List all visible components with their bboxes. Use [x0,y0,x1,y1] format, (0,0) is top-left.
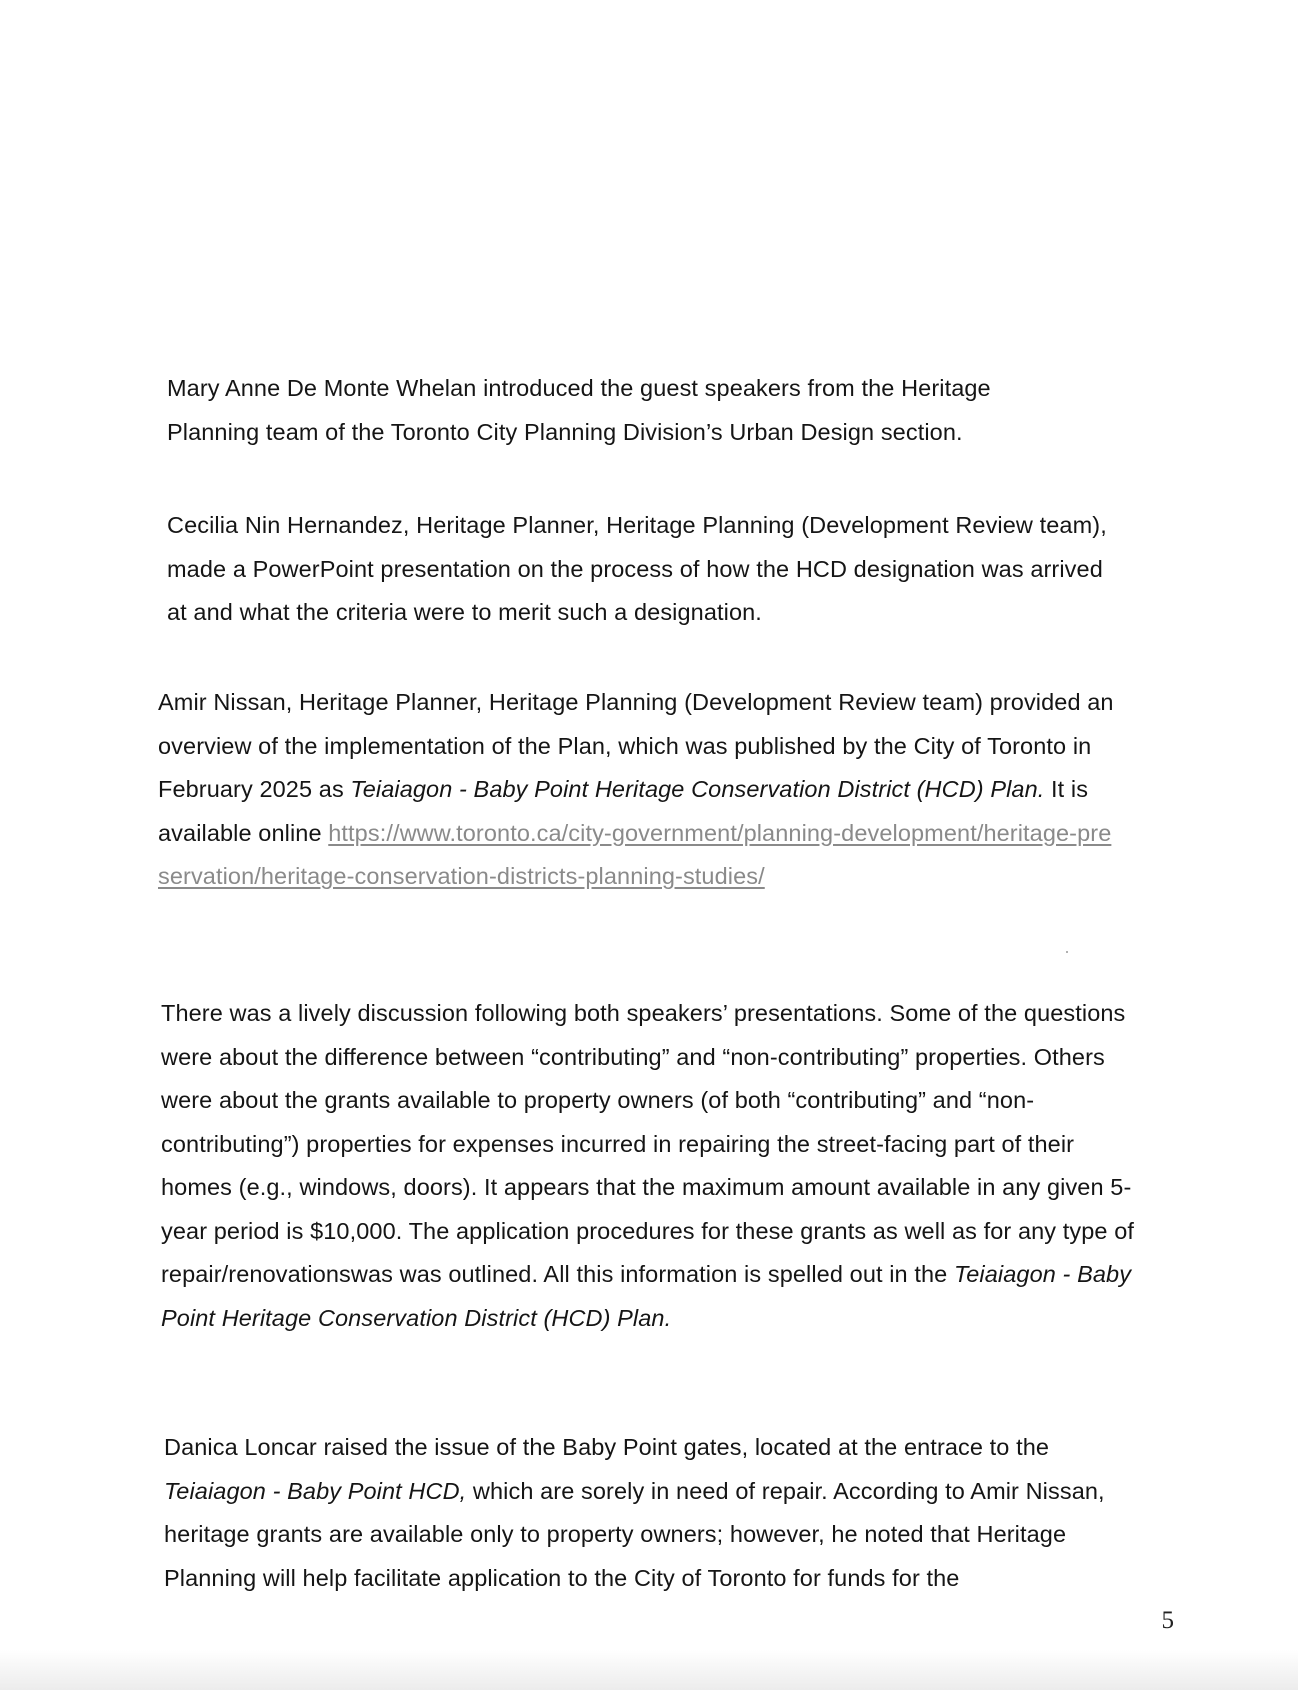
plan-title-italic: Teiaiagon - Baby Point Heritage Conservation District (HCD) Plan. [350,776,1045,802]
plan-link[interactable]: https://www.toronto.ca/city-government/planning-development/heritage-preservation/heritage-conservation-districts-planning-studies/ [158,819,1112,889]
paragraph-text-after: It is available online [158,776,1089,846]
paragraph-text: Amir Nissan, Heritage Planner, Heritage Planning (Development Review team) provided an overview of the implementation of the Plan, which was published by the City of Toronto in February 2025 as [158,689,1114,802]
page-bottom-shadow [0,1650,1298,1690]
page-number: 5 [1161,1607,1174,1634]
paragraph-guest-speakers-intro [167,367,1067,454]
plan-title-italic: Teiaiagon - Baby Point Heritage Conservation District (HCD) Plan. [161,1261,1132,1331]
hcd-title-italic: Teiaiagon - Baby Point HCD, [164,1477,467,1504]
paragraph-text: Cecilia Nin Hernandez, Heritage Planner, Heritage Planning (Development Review team), made a PowerPoint presentation on the process of how the HCD designation was arrived at and what the criteria were to merit such a designation. [167,512,1107,625]
scan-speck [1066,951,1068,953]
paragraph-cecilia-presentation [167,504,1127,635]
paragraph-baby-point-gates [164,1426,1124,1600]
paragraph-amir-overview [158,681,1118,899]
paragraph-text: Danica Loncar raised the issue of the Baby Point gates, located at the entrace to the [164,1434,1050,1460]
paragraph-text-after: which are sorely in need of repair. According to Amir Nissan, heritage grants are available only to property owners; however, he noted that Heritage Planning will help facilitate application to the City of Toronto for funds for the [164,1477,1105,1591]
paragraph-text: There was a lively discussion following both speakers’ presentations. Some of the questions were about the difference between “contributing” and “non-contributing” properties. Others were about the grants available to property owners (of both “contributing” and “non-contributing”) properties for expenses incurred in repairing the street-facing part of their homes (e.g., windows, doors). It appears that the maximum amount available in any given 5-year period is $10,000. The application procedures for these grants as well as for any type of repair/renovationswas was outlined. All this information is spelled out in the [161,1000,1135,1287]
paragraph-text: Mary Anne De Monte Whelan introduced the guest speakers from the Heritage Planning team of the Toronto City Planning Division’s Urban Design section. [167,375,991,445]
paragraph-discussion [161,992,1141,1340]
